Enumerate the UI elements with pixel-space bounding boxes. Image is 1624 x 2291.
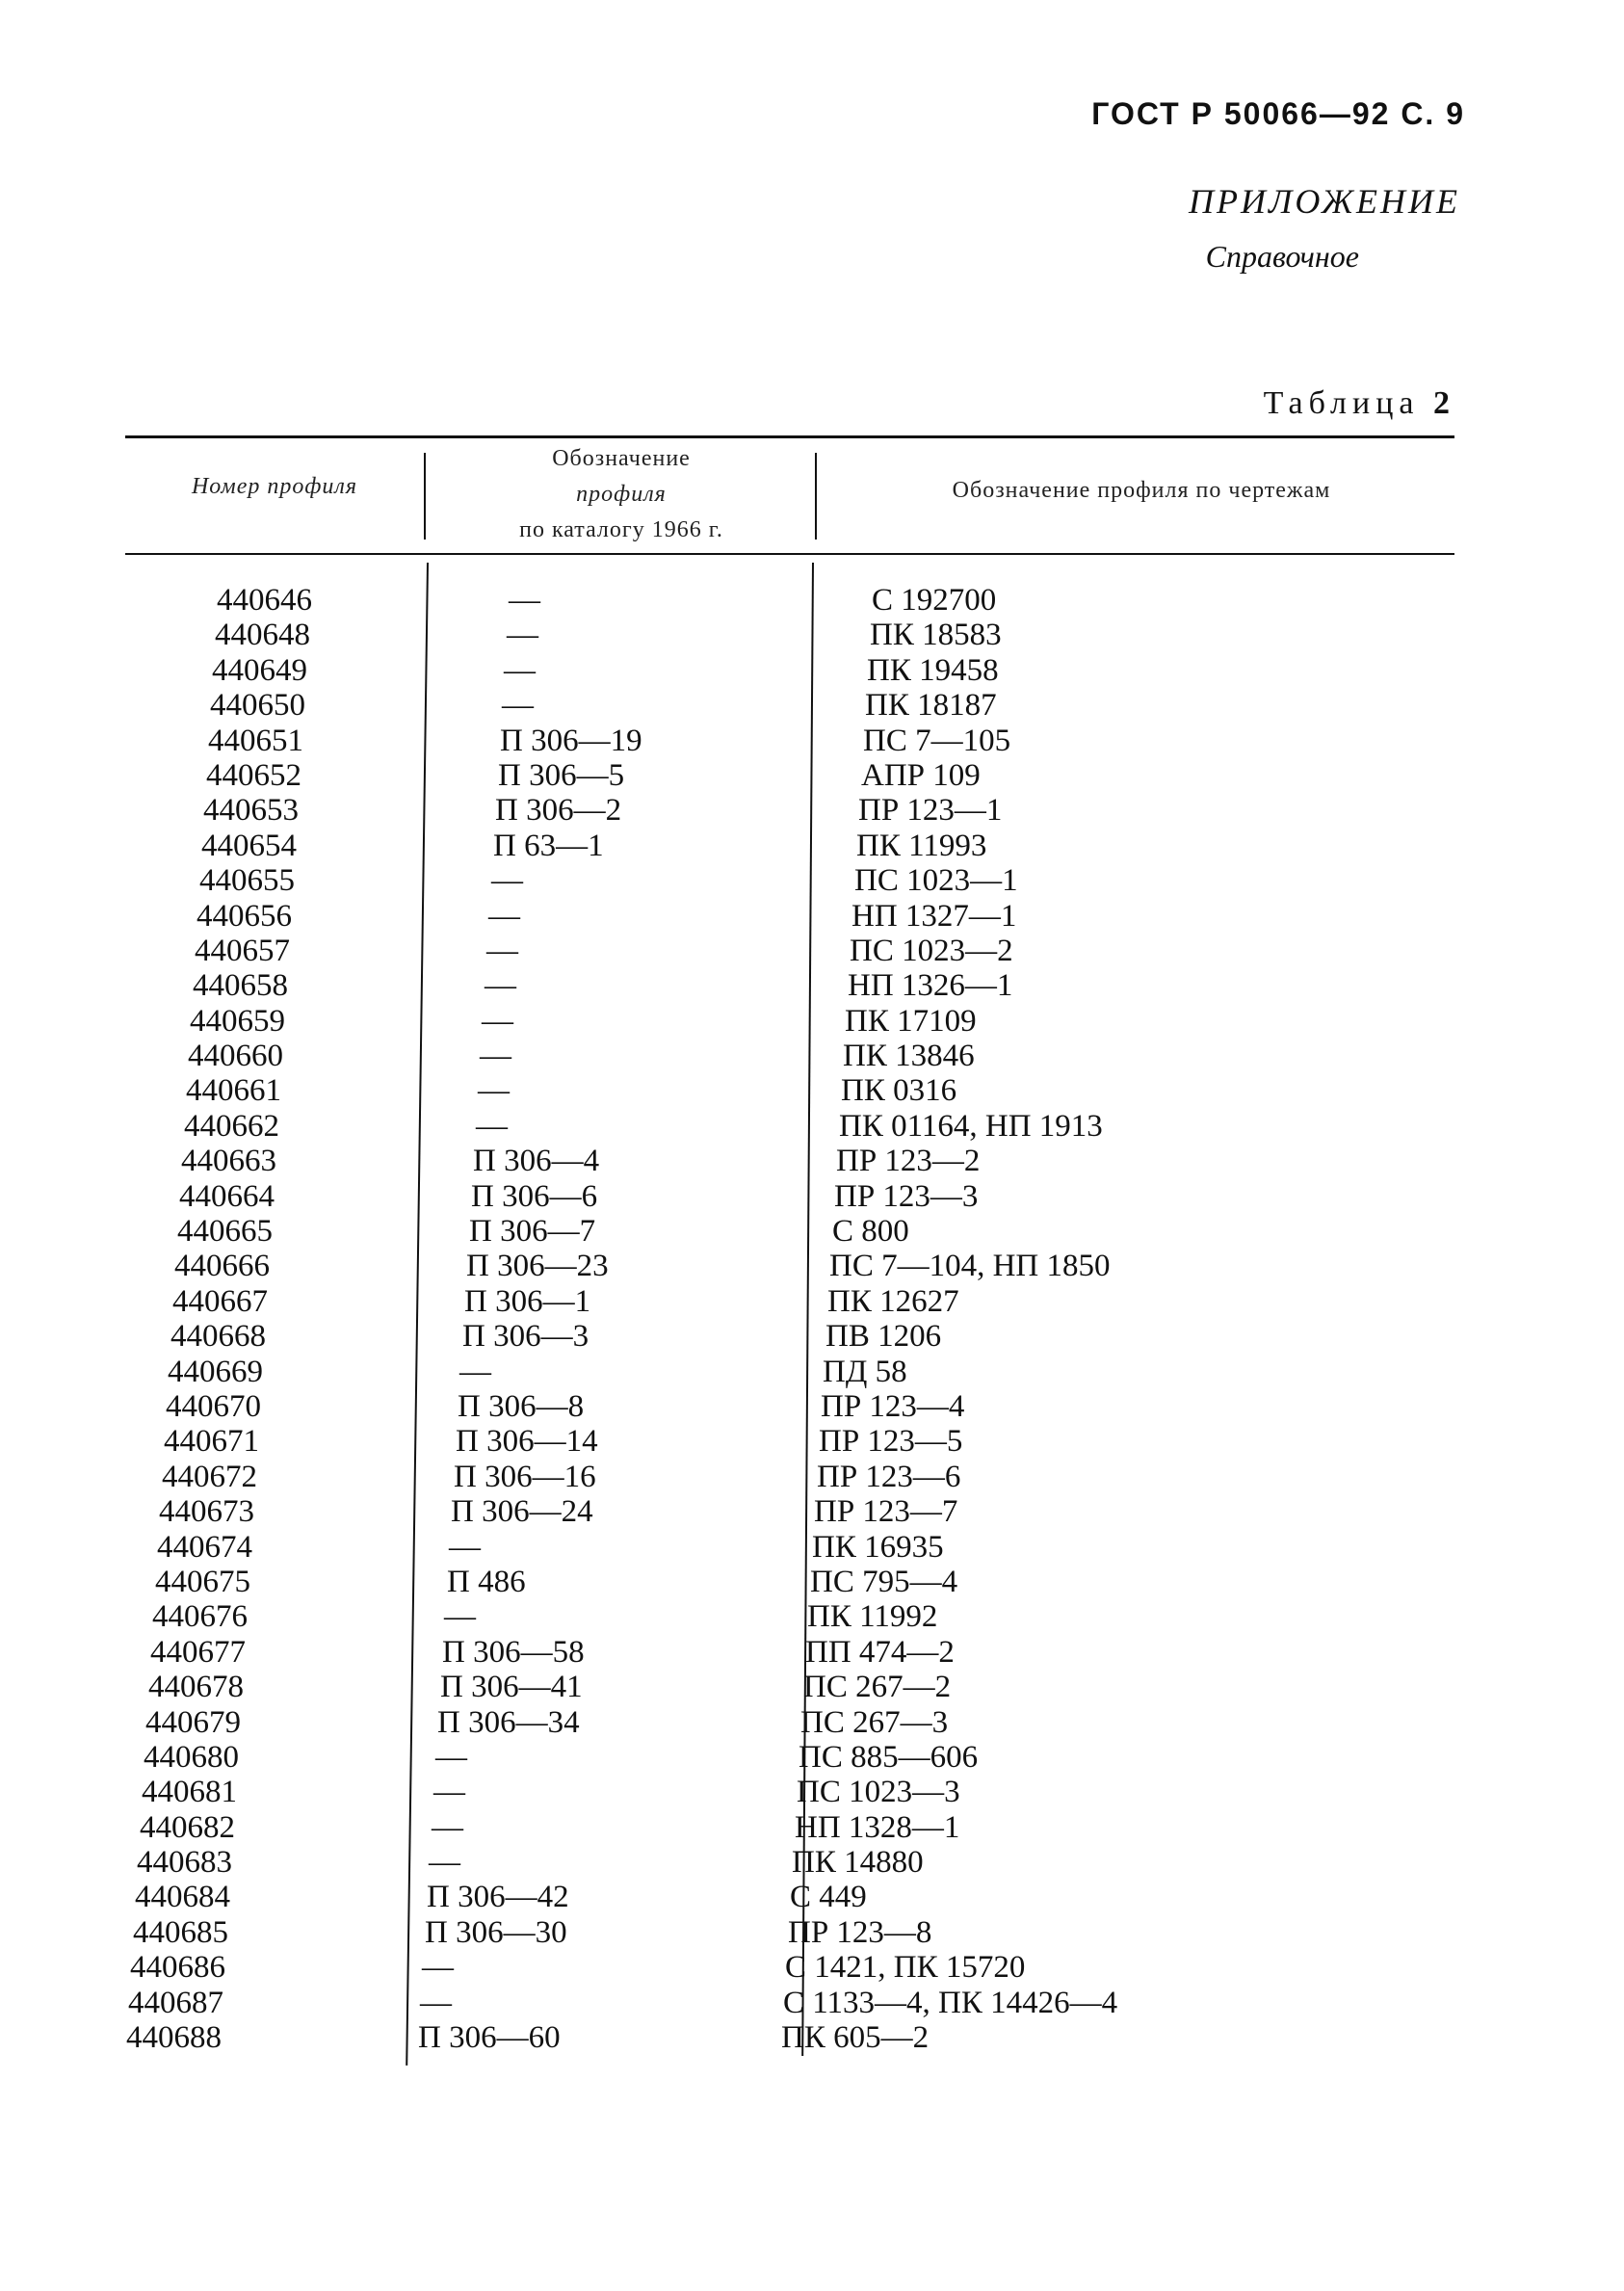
profile-number-cell: 440668 — [170, 1319, 266, 1355]
table-row — [0, 1039, 1624, 1073]
drawing-designation-cell: С 1421, ПК 15720 — [785, 1950, 1026, 1986]
table-row — [0, 1424, 1624, 1459]
catalog-designation-cell: П 306—16 — [454, 1459, 596, 1494]
column-header-profile-number: Номер профиля — [191, 474, 358, 499]
catalog-designation-cell: П 306—6 — [471, 1178, 598, 1214]
table-row — [0, 583, 1624, 618]
table-row — [0, 793, 1624, 828]
catalog-designation-cell: — — [459, 1354, 491, 1389]
profile-number-cell: 440683 — [137, 1845, 232, 1881]
drawing-designation-cell: ПК 14880 — [792, 1845, 924, 1881]
catalog-designation-cell: — — [476, 1108, 508, 1144]
catalog-designation-cell: — — [429, 1845, 460, 1881]
catalog-designation-cell: П 306—1 — [464, 1283, 591, 1319]
profile-number-cell: 440663 — [181, 1144, 276, 1179]
drawing-designation-cell: ПС 7—105 — [863, 723, 1011, 758]
table-row — [0, 1355, 1624, 1389]
catalog-designation-cell: — — [504, 652, 536, 688]
profile-number-cell: 440652 — [206, 757, 301, 793]
profile-number-cell: 440667 — [172, 1283, 268, 1319]
profile-number-cell: 440679 — [145, 1704, 241, 1740]
table-row — [0, 1214, 1624, 1249]
catalog-designation-cell: П 306—58 — [442, 1634, 585, 1670]
column-header-catalog-line: Обозначение — [552, 446, 691, 471]
table-row — [0, 1599, 1624, 1634]
drawing-designation-cell: ПР 123—6 — [817, 1459, 961, 1494]
profile-number-cell: 440646 — [217, 583, 312, 618]
catalog-designation-cell: П 306—19 — [500, 723, 642, 758]
drawing-designation-cell: С 192700 — [872, 583, 997, 618]
table-row — [0, 934, 1624, 968]
drawing-designation-cell: ПК 0316 — [841, 1073, 957, 1109]
drawing-designation-cell: ПС 1023—1 — [854, 863, 1018, 899]
catalog-designation-cell: — — [485, 968, 516, 1004]
drawing-designation-cell: ПР 123—3 — [834, 1178, 979, 1214]
drawing-designation-cell: ПК 01164, НП 1913 — [839, 1108, 1103, 1144]
catalog-designation-cell: — — [502, 688, 534, 724]
table-row — [0, 1460, 1624, 1494]
profile-number-cell: 440665 — [177, 1214, 273, 1250]
catalog-designation-cell: П 306—30 — [425, 1914, 567, 1950]
catalog-designation-cell: П 306—42 — [427, 1880, 569, 1915]
profile-number-cell: 440676 — [152, 1599, 248, 1635]
drawing-designation-cell: ПД 58 — [823, 1354, 907, 1389]
table-row — [0, 968, 1624, 1003]
column-header-catalog-line: по каталогу 1966 г. — [519, 517, 723, 542]
drawing-designation-cell: С 1133—4, ПК 14426—4 — [783, 1985, 1118, 2020]
profile-number-cell: 440674 — [157, 1529, 252, 1565]
drawing-designation-cell: ПК 13846 — [843, 1039, 975, 1074]
profile-number-cell: 440651 — [208, 723, 303, 758]
table-row — [0, 1845, 1624, 1880]
table-row — [0, 1319, 1624, 1354]
catalog-designation-cell: — — [482, 1003, 513, 1039]
profile-number-cell: 440662 — [184, 1108, 279, 1144]
profile-number-cell: 440659 — [190, 1003, 285, 1039]
catalog-designation-cell: — — [507, 618, 538, 653]
catalog-designation-cell: П 306—24 — [451, 1494, 593, 1530]
table-row — [0, 724, 1624, 758]
catalog-designation-cell: — — [509, 583, 540, 618]
catalog-designation-cell: П 306—41 — [440, 1670, 583, 1705]
table-row — [0, 1950, 1624, 1985]
table-row — [0, 688, 1624, 723]
table-row — [0, 1073, 1624, 1108]
appendix-subtitle: Справочное — [1205, 239, 1359, 274]
catalog-designation-cell: — — [480, 1039, 511, 1074]
drawing-designation-cell: ПК 17109 — [845, 1003, 977, 1039]
table-row — [0, 758, 1624, 793]
drawing-designation-cell: ПП 474—2 — [805, 1634, 955, 1670]
table-row — [0, 2020, 1624, 2055]
catalog-designation-cell: П 306—3 — [462, 1319, 589, 1355]
drawing-designation-cell: ПС 1023—2 — [850, 933, 1013, 968]
drawing-designation-cell: ПС 1023—3 — [797, 1775, 960, 1810]
catalog-designation-cell: — — [433, 1775, 465, 1810]
profile-number-cell: 440648 — [215, 618, 310, 653]
profile-number-cell: 440657 — [195, 933, 290, 968]
drawing-designation-cell: НП 1328—1 — [795, 1809, 960, 1845]
catalog-designation-cell: П 306—34 — [437, 1704, 580, 1740]
table-row — [0, 1494, 1624, 1529]
profile-number-cell: 440658 — [193, 968, 288, 1004]
drawing-designation-cell: ПК 11992 — [807, 1599, 938, 1635]
table-row — [0, 1705, 1624, 1740]
drawing-designation-cell: ПС 267—3 — [800, 1704, 949, 1740]
drawing-designation-cell: ПС 885—606 — [799, 1739, 979, 1775]
drawing-designation-cell: ПК 12627 — [827, 1283, 959, 1319]
profile-number-cell: 440682 — [140, 1809, 235, 1845]
profile-number-cell: 440680 — [144, 1739, 239, 1775]
profile-number-cell: 440677 — [150, 1634, 246, 1670]
table-row — [0, 1249, 1624, 1283]
catalog-designation-cell: П 306—2 — [495, 793, 622, 829]
catalog-designation-cell: — — [449, 1529, 481, 1565]
drawing-designation-cell: ПР 123—2 — [836, 1144, 981, 1179]
drawing-designation-cell: ПК 16935 — [812, 1529, 944, 1565]
drawing-designation-cell: ПС 795—4 — [810, 1564, 958, 1599]
drawing-designation-cell: С 800 — [832, 1214, 909, 1250]
table-row — [0, 653, 1624, 688]
drawing-designation-cell: НП 1326—1 — [848, 968, 1013, 1004]
table-body — [0, 583, 1624, 2055]
catalog-designation-cell: — — [422, 1950, 454, 1986]
drawing-designation-cell: ПК 11993 — [856, 828, 987, 863]
table-row — [0, 1004, 1624, 1039]
table-row — [0, 863, 1624, 898]
profile-number-cell: 440650 — [210, 688, 305, 724]
catalog-designation-cell: П 306—5 — [498, 757, 625, 793]
drawing-designation-cell: ПС 7—104, НП 1850 — [829, 1249, 1111, 1284]
table-header-rule — [125, 553, 1454, 555]
table-row — [0, 1635, 1624, 1670]
column-header-catalog-line: профиля — [576, 482, 667, 507]
table-row — [0, 1565, 1624, 1599]
drawing-designation-cell: ПВ 1206 — [825, 1319, 942, 1355]
profile-number-cell: 440684 — [135, 1880, 230, 1915]
catalog-designation-cell: П 486 — [447, 1564, 526, 1599]
profile-number-cell: 440685 — [133, 1914, 228, 1950]
profile-number-cell: 440681 — [142, 1775, 237, 1810]
table-row — [0, 1389, 1624, 1424]
catalog-designation-cell: — — [444, 1599, 476, 1635]
drawing-designation-cell: ПК 605—2 — [781, 2020, 930, 2056]
document-code: ГОСТ Р 50066—92 С. 9 — [1091, 96, 1465, 131]
table-row — [0, 1179, 1624, 1214]
table-caption-word: Таблица — [1263, 385, 1420, 421]
table-caption — [1264, 385, 1455, 422]
profile-number-cell: 440654 — [201, 828, 297, 863]
profile-number-cell: 440660 — [188, 1039, 283, 1074]
table-row — [0, 1530, 1624, 1565]
table-row — [0, 899, 1624, 934]
table-row — [0, 1810, 1624, 1845]
profile-number-cell: 440661 — [186, 1073, 281, 1109]
drawing-designation-cell: ПР 123—5 — [819, 1424, 963, 1460]
column-header-drawings: Обозначение профиля по чертежам — [952, 478, 1331, 503]
drawing-designation-cell: ПР 123—7 — [814, 1494, 958, 1530]
profile-number-cell: 440656 — [196, 898, 292, 934]
profile-number-cell: 440653 — [203, 793, 299, 829]
profile-number-cell: 440666 — [174, 1249, 270, 1284]
profile-number-cell: 440655 — [199, 863, 295, 899]
column-divider — [424, 453, 426, 540]
drawing-designation-cell: С 449 — [790, 1880, 867, 1915]
drawing-designation-cell: АПР 109 — [861, 757, 981, 793]
catalog-designation-cell: — — [420, 1985, 452, 2020]
profile-number-cell: 440675 — [155, 1564, 250, 1599]
catalog-designation-cell: П 306—4 — [473, 1144, 600, 1179]
catalog-designation-cell: — — [486, 933, 518, 968]
profile-number-cell: 440686 — [130, 1950, 225, 1986]
catalog-designation-cell: — — [488, 898, 520, 934]
catalog-designation-cell: П 306—14 — [456, 1424, 598, 1460]
catalog-designation-cell: П 306—60 — [418, 2020, 561, 2056]
profile-number-cell: 440672 — [162, 1459, 257, 1494]
drawing-designation-cell: ПР 123—4 — [821, 1388, 965, 1424]
column-header-catalog — [433, 441, 809, 548]
profile-number-cell: 440673 — [159, 1494, 254, 1530]
profile-number-cell: 440688 — [126, 2020, 222, 2056]
catalog-designation-cell: П 306—7 — [469, 1214, 596, 1250]
catalog-designation-cell: П 306—23 — [466, 1249, 609, 1284]
profile-number-cell: 440664 — [179, 1178, 275, 1214]
drawing-designation-cell: ПР 123—8 — [788, 1914, 932, 1950]
column-divider — [815, 453, 817, 540]
table-row — [0, 1670, 1624, 1704]
table-row — [0, 1986, 1624, 2020]
catalog-designation-cell: П 63—1 — [493, 828, 604, 863]
profile-number-cell: 440649 — [212, 652, 307, 688]
profile-number-cell: 440678 — [148, 1670, 244, 1705]
table-row — [0, 1109, 1624, 1144]
table-row — [0, 618, 1624, 652]
drawing-designation-cell: ПК 19458 — [867, 652, 999, 688]
table-row — [0, 1284, 1624, 1319]
catalog-designation-cell: — — [435, 1739, 467, 1775]
appendix-title: ПРИЛОЖЕНИЕ — [1189, 182, 1460, 221]
table-row — [0, 1144, 1624, 1178]
drawing-designation-cell: ПС 267—2 — [803, 1670, 952, 1705]
catalog-designation-cell: — — [491, 863, 523, 899]
catalog-designation-cell: — — [478, 1073, 510, 1109]
table-top-rule — [125, 435, 1454, 438]
catalog-designation-cell: П 306—8 — [458, 1388, 585, 1424]
drawing-designation-cell: ПР 123—1 — [858, 793, 1003, 829]
table-row — [0, 1880, 1624, 1914]
profile-number-cell: 440687 — [128, 1985, 223, 2020]
drawing-designation-cell: ПК 18187 — [865, 688, 997, 724]
profile-number-cell: 440670 — [166, 1388, 261, 1424]
table-row — [0, 1915, 1624, 1950]
catalog-designation-cell: — — [432, 1809, 463, 1845]
table-row — [0, 829, 1624, 863]
table-row — [0, 1740, 1624, 1775]
table-row — [0, 1775, 1624, 1809]
drawing-designation-cell: НП 1327—1 — [851, 898, 1017, 934]
profile-number-cell: 440671 — [164, 1424, 259, 1460]
drawing-designation-cell: ПК 18583 — [870, 618, 1002, 653]
profile-number-cell: 440669 — [168, 1354, 263, 1389]
table-caption-number: 2 — [1433, 385, 1455, 421]
